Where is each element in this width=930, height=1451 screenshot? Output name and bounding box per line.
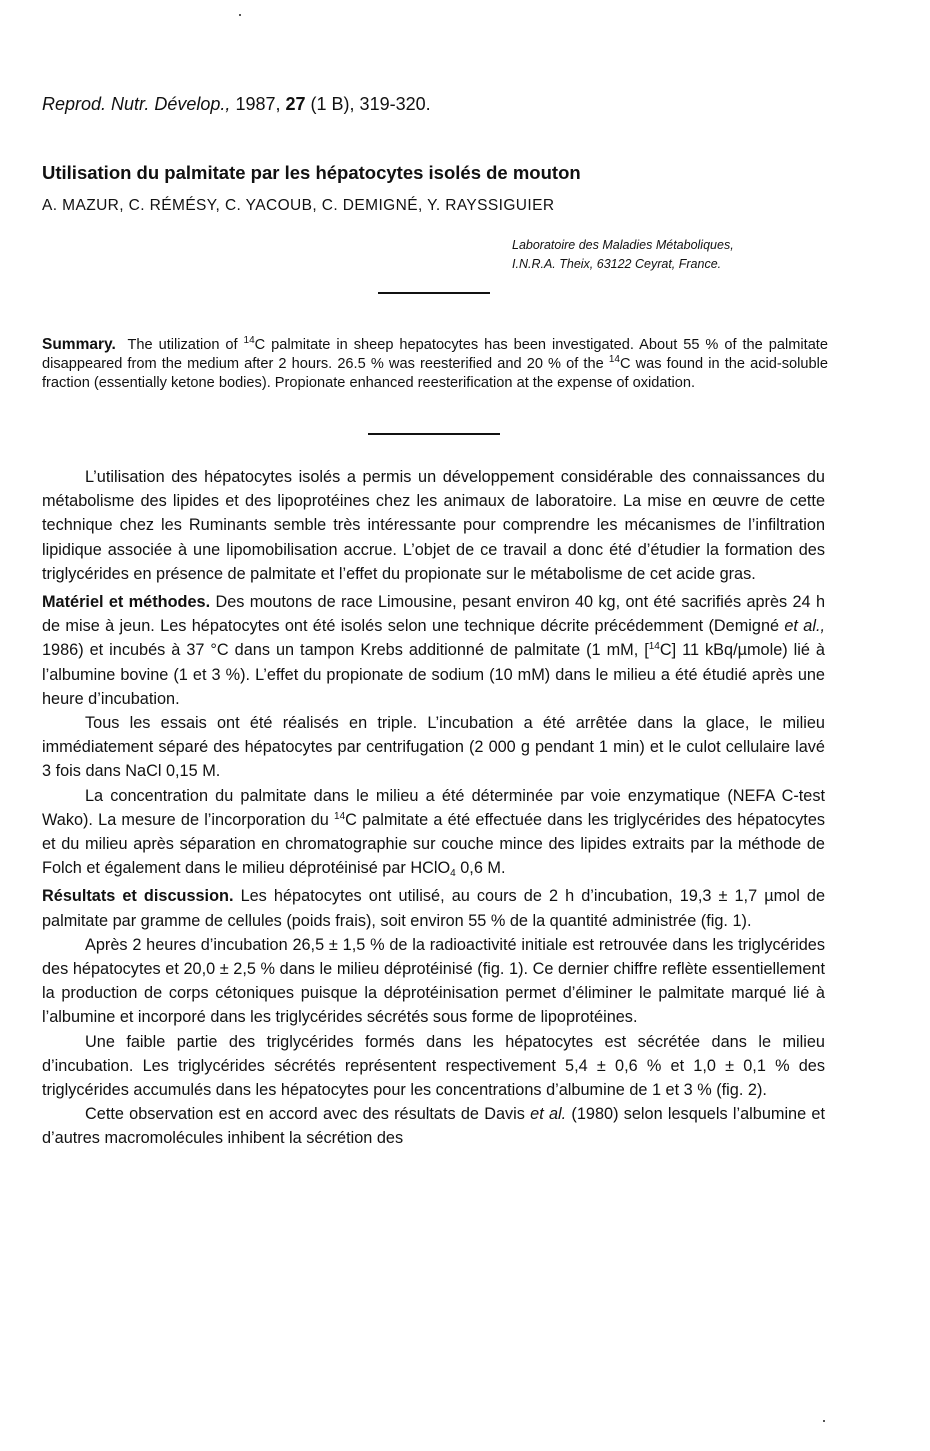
journal-name: Reprod. Nutr. Dévelop., xyxy=(42,94,231,114)
et-al: et al., xyxy=(784,617,825,636)
summary-label: Summary. xyxy=(42,336,116,353)
results-paragraph-2: Après 2 heures d’incubation 26,5 ± 1,5 % de la radioactivité initiale est retrouvée dans les triglycérides des hépatocytes et 20,0 ± 2,5 % dans le milieu déprotéinisé (fig. 1). Ce dernier chiffre reflète essentiellement la production de corps cétoniques puisque la déprotéinisation permet d’éliminer le palmitate marqué lié à l’albumine et incorporé dans les triglycérides sécrétés sous forme de lipoprotéines. xyxy=(42,935,825,1027)
methods-paragraph-2: Tous les essais ont été réalisés en triple. L’incubation a été arrêtée dans la glace, le milieu immédiatement séparé des hépatocytes par centrifugation (2 000 g pendant 1 min) et le culot cellulaire lavé 3 fois dans NaCl 0,15 M. xyxy=(42,714,825,781)
scan-speck xyxy=(823,1420,825,1422)
summary-paragraph xyxy=(42,335,828,393)
et-al: et al. xyxy=(530,1105,567,1124)
summary-text-1: The utilization of xyxy=(127,337,244,353)
affiliation-line-2: I.N.R.A. Theix, 63122 Ceyrat, France. xyxy=(512,257,722,271)
superscript-14: 14 xyxy=(608,354,620,365)
superscript-14: 14 xyxy=(648,641,660,653)
superscript-14: 14 xyxy=(243,335,255,346)
intro-paragraph: L’utilisation des hépatocytes isolés a permis un développement considérable des connaissances du métabolisme des lipides et des lipoprotéines chez les animaux de laboratoire. La mise en œuvre de cette technique chez les Ruminants semble très intéressante pour comprendre les mécanismes de l’infiltration lipidique associée à une lipomobilisation accrue. L’objet de ce travail a donc été d’étudier la formation des triglycérides en présence de palmitate et l’effet du propionate sur le métabolisme de cet acide gras. xyxy=(42,468,825,583)
citation-year: 1987, xyxy=(235,94,281,114)
citation-issue-pages: (1 B), 319-320. xyxy=(310,94,431,114)
superscript-14: 14 xyxy=(334,810,346,822)
results-paragraph-1: Résultats et discussion. Les hépatocytes ont utilisé, au cours de 2 h d’incubation, 19,3 ± 1,7 µmol de palmitate par gramme de cellules (poids frais), soit environ 55 % de la quantité administrée (fig. 1). xyxy=(42,887,826,930)
separator-rule-bottom xyxy=(368,433,500,435)
affiliation-line-1: Laboratoire des Maladies Métaboliques, xyxy=(512,238,734,252)
journal-citation xyxy=(42,94,431,115)
author-list: A. MAZUR, C. RÉMÉSY, C. YACOUB, C. DEMIGNÉ, Y. RAYSSIGUIER xyxy=(42,197,555,214)
methods-paragraph-1: Matériel et méthodes. Des moutons de race Limousine, pesant environ 40 kg, ont été sacrifiés après 24 h de mise à jeun. Les hépatocytes ont été isolés selon une technique décrite précédemment (Demigné et al., 1986) et incubés à 37 °C dans un tampon Krebs additionné de palmitate (1 mM, [$^{14}$C] 11 kBq/µmole) lié à l’albumine bovine (1 et 3 %). L’effet du propionate de sodium (10 mM) dans le milieu a été étudié après une heure d’incubation. xyxy=(42,593,826,708)
scan-speck xyxy=(239,14,241,16)
separator-rule-top xyxy=(378,292,490,294)
subscript-4: 4 xyxy=(450,868,456,880)
citation-volume: 27 xyxy=(285,94,306,114)
affiliation xyxy=(512,236,842,274)
methods-paragraph-3: La concentration du palmitate dans le milieu a été déterminée par voie enzymatique (NEFA C-test Wako). La mesure de l’incorporation du $^{14}$C palmitate a été effectuée dans les triglycérides des hépatocytes et du milieu après séparation en chromatographie sur couche mince des lipides extraits par la méthode de Folch et également dans le milieu déprotéinisé par HClO$_4$ 0,6 M. xyxy=(42,786,826,880)
article-title: Utilisation du palmitate par les hépatocytes isolés de mouton xyxy=(42,162,581,183)
article-body xyxy=(42,465,825,1151)
summary-text-2: C palmitate in sheep hepatocytes has been investigated. About 55 % of the palmitate disappeared from the medium after 2 hours. 26.5 % was reesterified and 20 % of the xyxy=(42,337,828,372)
results-paragraph-4: Cette observation est en accord avec des résultats de Davis et al. (1980) selon lesquels l’albumine et d’autres macromolécules inhibent la sécrétion des xyxy=(42,1105,825,1148)
methods-heading: Matériel et méthodes. xyxy=(42,593,211,612)
summary-text-3: C was found in the acid-soluble fraction (essentially ketone bodies). Propionate enhanced reesterification at the expense of oxidation. xyxy=(42,356,828,391)
results-heading: Résultats et discussion. xyxy=(42,887,234,906)
results-paragraph-3: Une faible partie des triglycérides formés dans les hépatocytes est sécrétée dans le milieu d’incubation. Les triglycérides sécrétés représentent respectivement 5,4 ± 0,6 % et 1,0 ± 0,1 % des triglycérides accumulés dans les hépatocytes pour les concentrations d’albumine de 1 et 3 % (fig. 2). xyxy=(42,1032,825,1100)
